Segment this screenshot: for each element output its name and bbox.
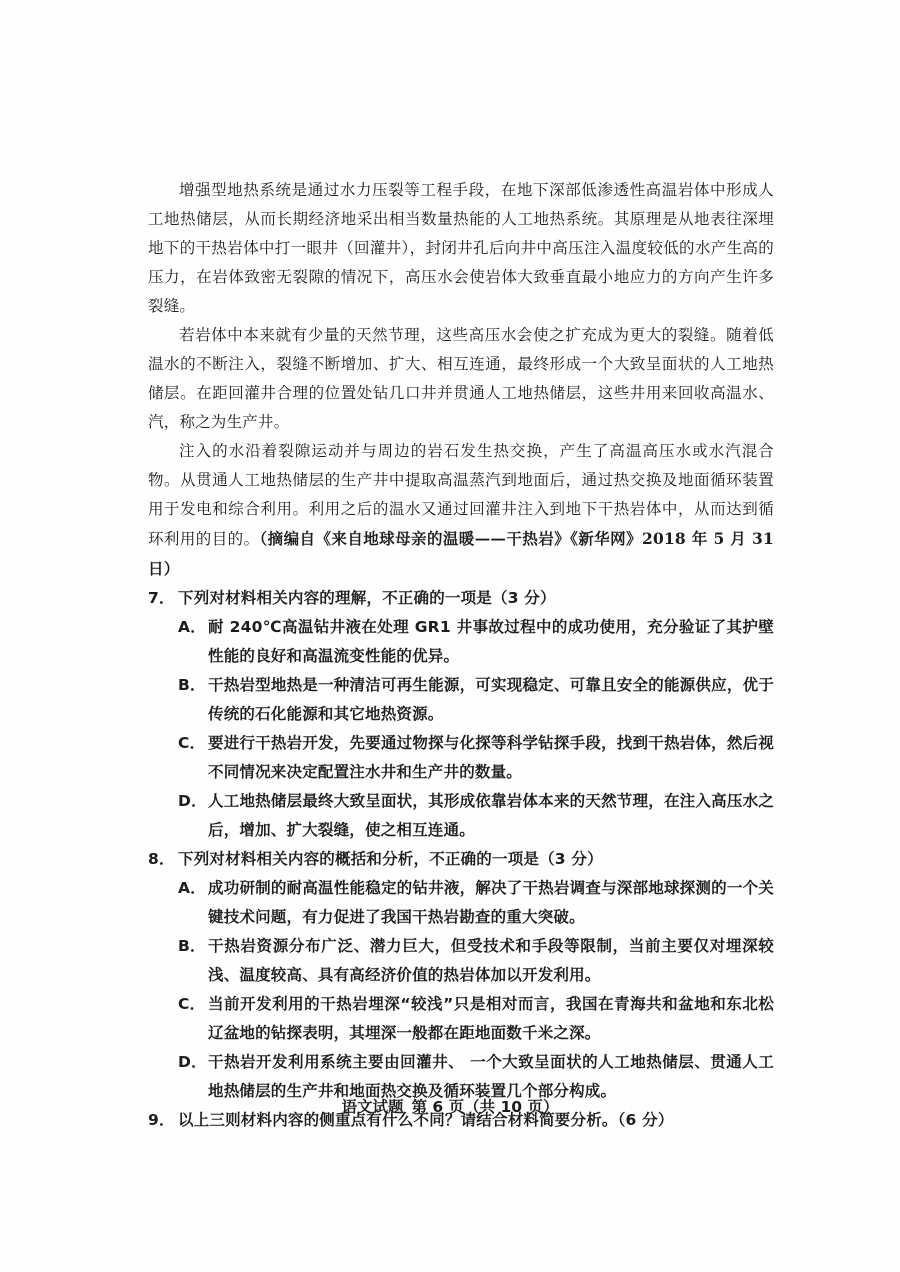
passage-paragraph-3 xyxy=(148,437,774,584)
question-7-option-a xyxy=(178,613,774,671)
option-label: B． xyxy=(178,676,206,694)
option-text: 耐 240℃高温钻井液在处理 GR1 井事故过程中的成功使用，充分验证了其护壁性能的良好和高温流变性能的优异。 xyxy=(208,618,774,665)
option-label: A． xyxy=(178,618,206,636)
paragraph-text: 增强型地热系统是通过水力压裂等工程手段，在地下深部低渗透性高温岩体中形成人工地热储层，从而长期经济地采出相当数量热能的人工地热系统。其原理是从地表往深埋地下的干热岩体中打一眼井（回灌井），封闭井孔后向井中高压注入温度较低的水产生高的压力，在岩体致密无裂隙的情况下，高压水会使岩体大致垂直最小地应力的方向产生许多裂缝。 xyxy=(148,181,774,315)
option-label: A． xyxy=(178,879,206,897)
question-stem: 下列对材料相关内容的理解，不正确的一项是（3 分） xyxy=(178,589,556,607)
question-8-option-c xyxy=(178,990,774,1048)
paragraph-text: 注入的水沿着裂隙运动并与周边的岩石发生热交换，产生了高温高压水或水汽混合物。从贯通人工地热储层的生产井中提取高温蒸汽到地面后，通过热交换及地面循环装置用于发电和综合利用。利用之后的温水又通过回灌井注入到地下干热岩体中，从而达到循环利用的目的。 xyxy=(148,442,774,548)
page-footer xyxy=(0,1092,900,1122)
question-stem: 下列对材料相关内容的概括和分析，不正确的一项是（3 分） xyxy=(178,850,603,868)
option-label: D． xyxy=(178,1053,207,1071)
passage-paragraph-1 xyxy=(148,176,774,321)
question-7-option-b xyxy=(178,671,774,729)
option-label: D． xyxy=(178,792,207,810)
question-number: 8． xyxy=(148,850,175,868)
option-text: 干热岩开发利用系统主要由回灌井、 一个大致呈面状的人工地热储层、贯通人工地热储层的生产井和地面热交换及循环装置几个部分构成。 xyxy=(208,1053,774,1100)
question-8-option-b xyxy=(178,932,774,990)
question-stem: 以上三则材料内容的侧重点有什么不同？请结合材料简要分析。（6 分） xyxy=(178,1111,674,1129)
option-text: 要进行干热岩开发，先要通过物探与化探等科学钻探手段，找到干热岩体，然后视不同情况来决定配置注水井和生产井的数量。 xyxy=(208,734,774,781)
option-text: 成功研制的耐高温性能稳定的钻井液，解决了干热岩调查与深部地球探测的一个关键技术问题，有力促进了我国干热岩勘查的重大突破。 xyxy=(208,879,774,926)
question-8-stem-row xyxy=(148,845,774,874)
question-8 xyxy=(148,845,774,1106)
passage-paragraph-2 xyxy=(148,321,774,437)
exam-title-label: 语文试题 xyxy=(341,1097,404,1116)
question-number: 7． xyxy=(148,589,175,607)
paragraph-text: 若岩体中本来就有少量的天然节理，这些高压水会使之扩充成为更大的裂缝。随着低温水的不断注入，裂缝不断增加、扩大、相互连通，最终形成一个大致呈面状的人工地热储层。在距回灌井合理的位置处钻几口井并贯通人工地热储层，这些井用来回收高温水、汽，称之为生产井。 xyxy=(148,326,774,431)
option-label: C． xyxy=(178,734,206,752)
question-7-stem-row xyxy=(148,584,774,613)
question-8-option-a xyxy=(178,874,774,932)
option-text: 当前开发利用的干热岩埋深“较浅”只是相对而言，我国在青海共和盆地和东北松辽盆地的钻探表明，其埋深一般都在距地面数千米之深。 xyxy=(208,995,774,1042)
option-text: 干热岩型地热是一种清洁可再生能源，可实现稳定、可靠且安全的能源供应，优于传统的石化能源和其它地热资源。 xyxy=(208,676,774,723)
option-text: 人工地热储层最终大致呈面状，其形成依靠岩体本来的天然节理，在注入高压水之后，增加、扩大裂缝，使之相互连通。 xyxy=(208,792,774,839)
question-7-option-d xyxy=(178,787,774,845)
option-label: C． xyxy=(178,995,206,1013)
reading-passage xyxy=(148,176,774,584)
question-7 xyxy=(148,584,774,845)
page-content xyxy=(148,176,774,1135)
option-label: B． xyxy=(178,937,206,955)
question-number: 9． xyxy=(148,1111,175,1129)
questions-section xyxy=(148,584,774,1135)
option-text: 干热岩资源分布广泛、潜力巨大，但受技术和手段等限制，当前主要仅对埋深较浅、温度较高、具有高经济价值的热岩体加以开发利用。 xyxy=(208,937,774,984)
question-7-option-c xyxy=(178,729,774,787)
source-citation: （摘编自《来自地球母亲的温暖——干热岩》《新华网》2018 年 5 月 31 日） xyxy=(148,529,774,578)
page-number-info: 第 6 页（共 10 页） xyxy=(411,1098,559,1116)
